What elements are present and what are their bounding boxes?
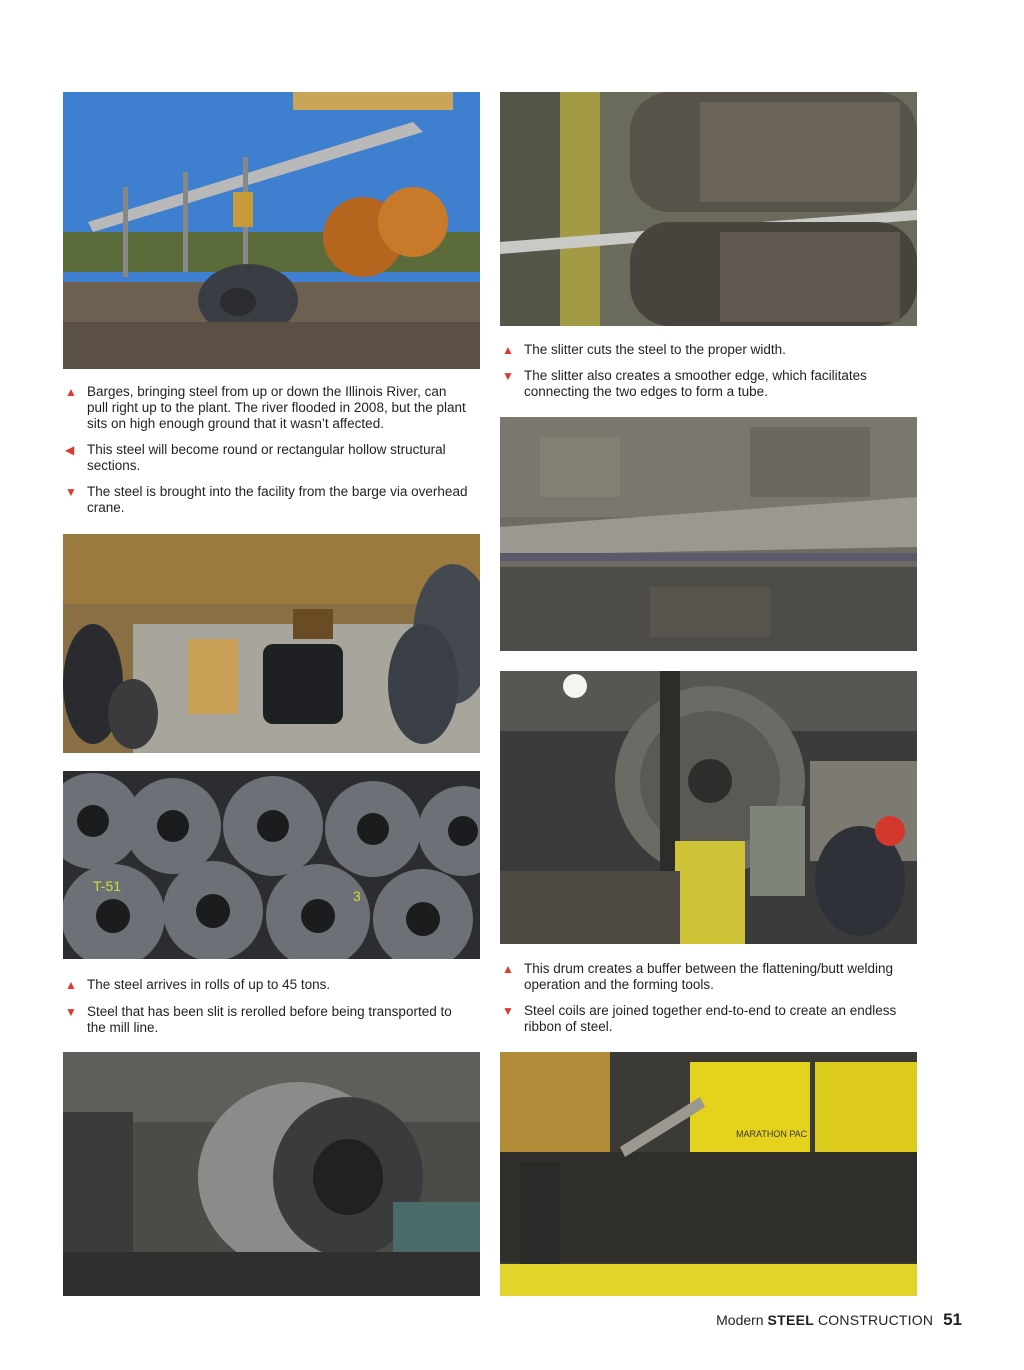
arrow-down-icon: ▼ bbox=[65, 1005, 77, 1019]
reroll-photo bbox=[63, 1052, 480, 1296]
coil-marking: T-51 bbox=[93, 878, 122, 894]
caption-text: This drum creates a buffer between the flattening/butt welding operation and the forming tools. bbox=[524, 961, 893, 992]
page-footer bbox=[716, 1310, 962, 1330]
barge-crane-photo bbox=[63, 92, 480, 369]
caption-overhead bbox=[63, 484, 468, 516]
arrow-up-icon: ▲ bbox=[502, 962, 514, 976]
steel-edge-photo bbox=[500, 417, 917, 651]
caption-barges bbox=[63, 384, 468, 432]
footer-magazine-construction: CONSTRUCTION bbox=[818, 1312, 934, 1328]
caption-round-rect bbox=[63, 442, 468, 474]
arrow-down-icon: ▼ bbox=[502, 1004, 514, 1018]
drum-photo bbox=[500, 671, 917, 944]
caption-slitter-cuts bbox=[500, 342, 905, 358]
arrow-down-icon: ▼ bbox=[65, 485, 77, 499]
caption-joined bbox=[500, 1003, 920, 1035]
caption-text: Steel that has been slit is rerolled before being transported to the mill line. bbox=[87, 1004, 452, 1035]
caption-rolls bbox=[63, 977, 468, 993]
slitter-photo bbox=[500, 92, 917, 326]
caption-text: Barges, bringing steel from up or down the Illinois River, can pull right up to the plant. The river flooded in 2008, but the plant sits on high enough ground that it wasn’t affected. bbox=[87, 384, 466, 431]
caption-rerolled bbox=[63, 1004, 468, 1036]
caption-text: Steel coils are joined together end-to-end to create an endless ribbon of steel. bbox=[524, 1003, 897, 1034]
arrow-up-icon: ▲ bbox=[65, 385, 77, 399]
coil-crane-photo bbox=[63, 534, 480, 753]
arrow-up-icon: ▲ bbox=[502, 343, 514, 357]
caption-slitter-edge bbox=[500, 368, 905, 400]
coil-stack-photo bbox=[63, 771, 480, 959]
arrow-up-icon: ▲ bbox=[65, 978, 77, 992]
caption-text: The steel arrives in rolls of up to 45 tons. bbox=[87, 977, 331, 992]
caption-text: The slitter also creates a smoother edge, which facilitates connecting the two edges to form a tube. bbox=[524, 368, 867, 399]
arrow-down-icon: ▼ bbox=[502, 369, 514, 383]
caption-text: The steel is brought into the facility from the barge via overhead crane. bbox=[87, 484, 468, 515]
arrow-left-icon: ◀ bbox=[65, 443, 75, 457]
page-number: 51 bbox=[943, 1310, 962, 1329]
caption-text: The slitter cuts the steel to the proper width. bbox=[524, 342, 786, 357]
footer-magazine-steel: STEEL bbox=[767, 1312, 815, 1328]
equipment-label: MARATHON PAC bbox=[736, 1129, 808, 1139]
coil-marking: 3 bbox=[353, 888, 361, 904]
welding-photo bbox=[500, 1052, 917, 1296]
caption-drum bbox=[500, 961, 920, 993]
caption-text: This steel will become round or rectangular hollow structural sections. bbox=[87, 442, 446, 473]
footer-magazine-modern: Modern bbox=[716, 1312, 764, 1328]
